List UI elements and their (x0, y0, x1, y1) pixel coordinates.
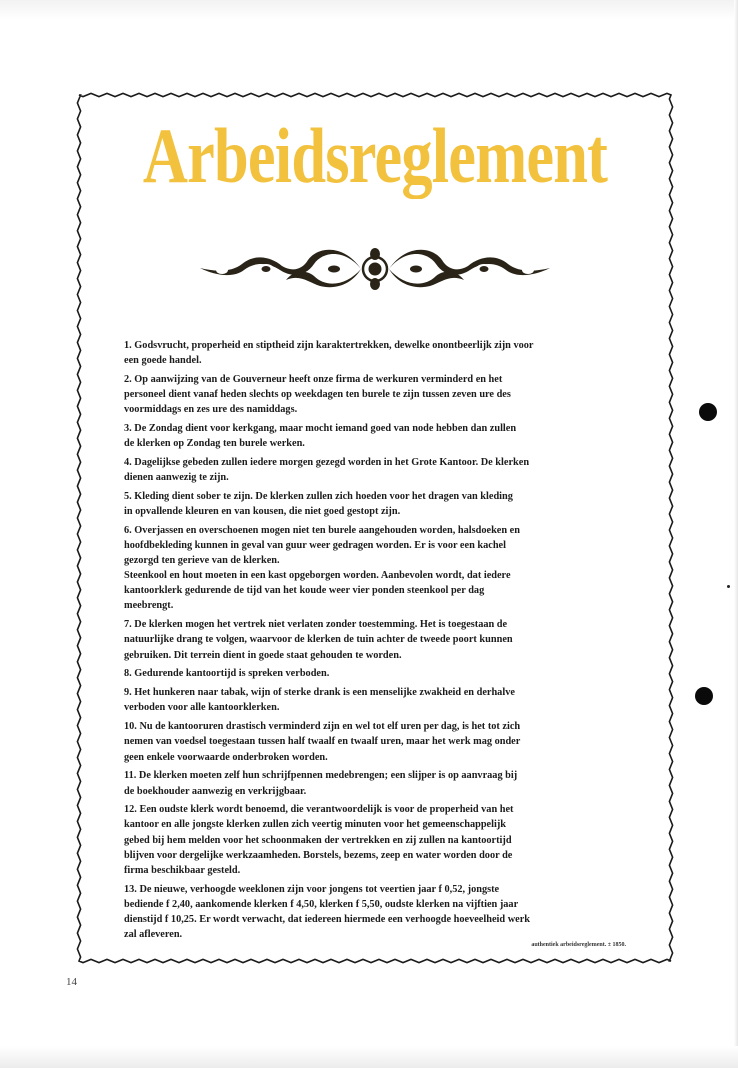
decorative-frame (76, 92, 674, 964)
regulation-line: meebrengt. (124, 600, 174, 612)
regulation-line: in opvallende kleuren en van kousen, die niet goed gestopt zijn. (124, 506, 401, 518)
regulation-line: kantoor en alle jongste klerken zullen zich veertig minuten voor het gemeenschappelijk (124, 819, 507, 831)
regulation-item (124, 685, 630, 715)
regulation-line: gezorgd ten gerieve van de klerken. (124, 555, 280, 567)
regulation-line: 2. Op aanwijzing van de Gouverneur heeft onze firma de werkuren verminderd en het (124, 373, 503, 385)
regulation-item (124, 455, 630, 485)
punch-hole-bottom (695, 687, 713, 705)
baroque-ornament-icon (196, 242, 554, 296)
regulation-item (124, 489, 630, 519)
regulation-line: voormiddags en zes ure des namiddags. (124, 404, 298, 416)
regulation-line: zal afleveren. (124, 928, 183, 940)
regulation-line: 6. Overjassen en overschoenen mogen niet ten burele aangehouden worden, halsdoeken en (124, 525, 520, 537)
regulation-line: de klerken op Zondag ten burele werken. (124, 438, 305, 450)
scan-shadow-top (0, 0, 738, 20)
regulation-line: natuurlijke drang te volgen, waarvoor de klerken de tuin achter de tweede poort kunnen (124, 634, 513, 646)
regulation-line: 13. De nieuwe, verhoogde weeklonen zijn voor jongens tot veertien jaar f 0,52, jongste (124, 883, 500, 895)
regulation-item (124, 617, 630, 662)
regulation-item (124, 719, 630, 764)
regulations-list (124, 338, 630, 946)
regulation-line: 8. Gedurende kantoortijd is spreken verboden. (124, 668, 330, 680)
regulation-line: 5. Kleding dient sober te zijn. De klerken zullen zich hoeden voor het dragen van kleding (124, 491, 513, 503)
regulation-item (124, 882, 630, 942)
source-footnote: authentiek arbeidsreglement. ± 1850. (531, 942, 626, 948)
regulation-line: geen enkele voorwaarde onderbroken worden. (124, 751, 328, 763)
punch-hole-top (699, 403, 717, 421)
regulation-line: een goede handel. (124, 355, 202, 367)
regulation-line: bediende f 2,40, aankomende klerken f 4,50, klerken f 5,50, oudste klerken na vijftien jaar (124, 898, 519, 910)
regulation-item (124, 768, 630, 798)
regulation-line: kantoorklerk gedurende de tijd van het koude weer vier ponden steenkool per dag (124, 585, 485, 597)
regulation-line: personeel dient vanaf heden slechts op weekdagen ten burele te zijn tussen zeven ure des (124, 389, 511, 401)
regulation-item (124, 338, 630, 368)
regulation-line: gebruiken. Dit terrein dient in goede staat gehouden te worden. (124, 649, 402, 661)
regulation-line: dienen aanwezig te zijn. (124, 472, 229, 484)
regulation-line: 7. De klerken mogen het vertrek niet verlaten zonder toestemming. Het is toegestaan de (124, 619, 508, 631)
regulation-item (124, 372, 630, 417)
regulation-line: 9. Het hunkeren naar tabak, wijn of sterke drank is een menselijke zwakheid en derhalve (124, 687, 515, 699)
page-number: 14 (66, 976, 77, 988)
regulation-item (124, 523, 630, 614)
regulation-item (124, 666, 630, 681)
scan-shadow-right (734, 0, 738, 1068)
regulation-item (124, 802, 630, 877)
regulation-line: de boekhouder aanwezig en verkrijgbaar. (124, 785, 307, 797)
regulation-line: 12. Een oudste klerk wordt benoemd, die verantwoordelijk is voor de properheid van het (124, 804, 514, 816)
regulation-line: Steenkool en hout moeten in een kast opgeborgen worden. Aanbevolen wordt, dat iedere (124, 570, 511, 582)
scan-shadow-bottom (0, 1046, 738, 1068)
regulation-line: 10. Nu de kantooruren drastisch verminderd zijn en wel tot elf uren per dag, is het tot zich (124, 721, 521, 733)
regulation-line: 3. De Zondag dient voor kerkgang, maar mocht iemand goed van node hebben dan zullen (124, 423, 517, 435)
scan-speck (727, 585, 730, 588)
regulation-line: verboden voor alle kantoorklerken. (124, 702, 280, 714)
document-title: Arbeidsreglement (142, 112, 608, 199)
regulation-line: blijven voor dergelijke werkzaamheden. Borstels, bezems, zeep en water worden door de (124, 849, 513, 861)
regulation-line: 4. Dagelijkse gebeden zullen iedere morgen gezegd worden in het Grote Kantoor. De klerken (124, 457, 530, 469)
regulation-line: hoofdbekleding kunnen in geval van guur weer gedragen worden. Er is voor een kachel (124, 540, 506, 552)
regulation-line: nemen van voedsel toegestaan tussen half twaalf en twaalf uren, maar het werk mag onder (124, 736, 521, 748)
regulation-line: dienstijd f 10,25. Er wordt verwacht, dat iedereen hiermede een verhoogde hoeveelheid werk (124, 913, 530, 925)
regulation-line: 11. De klerken moeten zelf hun schrijfpennen medebrengen; een slijper is op aanvraag bij (124, 770, 518, 782)
regulation-item (124, 421, 630, 451)
regulation-line: 1. Godsvrucht, properheid en stiptheid zijn karaktertrekken, dewelke onontbeerlijk zijn voor (124, 340, 534, 351)
regulation-line: firma beschikbaar gesteld. (124, 864, 241, 876)
regulation-line: gebed bij hem melden voor het schoonmaken der vertrekken en zij zullen na kantoortijd (124, 834, 512, 846)
